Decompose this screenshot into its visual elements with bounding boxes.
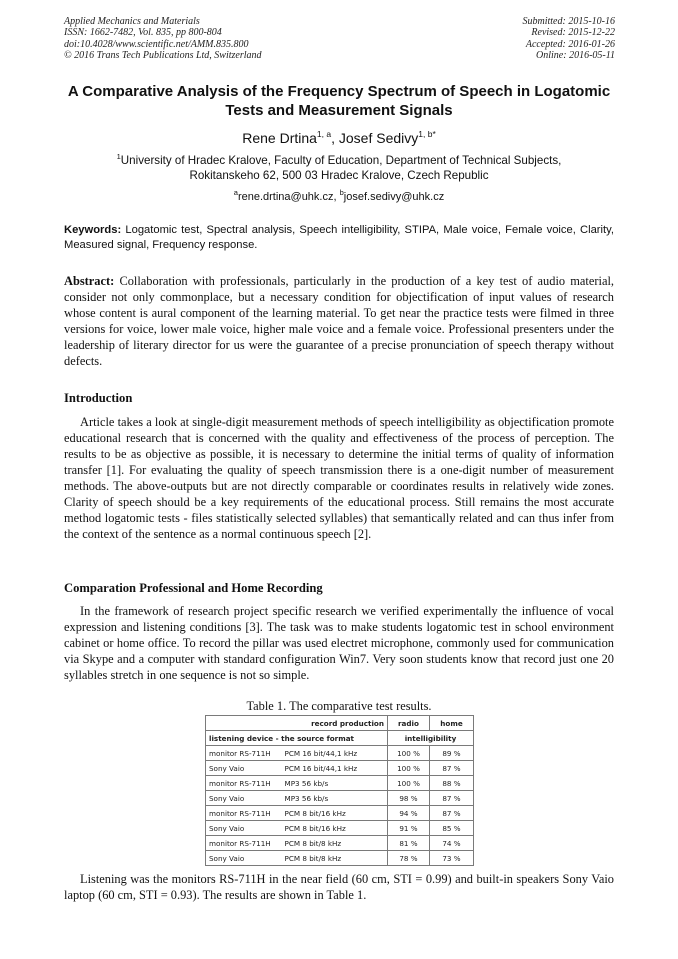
comparation-paragraph: In the framework of research project specific research we verified experimentally the influence of vocal expression and listening conditions [3]. The task was to make students logatomic test in school environment cabinet or home office. To record the pillar was used electret microphone, commonly used for communication via Skype and a computer with standard configuration Win7. Very soon students know that record just one 20 syllables stretch in one sequence is not so simple.	[64, 604, 614, 682]
author-2: Josef Sedivy	[338, 130, 419, 146]
cell-home: 87 %	[430, 791, 474, 806]
cell-radio: 100 %	[388, 761, 430, 776]
journal-name: Applied Mechanics and Materials	[64, 16, 200, 27]
accepted-date: Accepted: 2016-01-26	[525, 38, 615, 50]
author-separator: ,	[331, 130, 339, 146]
cell-format: PCM 8 bit/16 kHz	[282, 806, 388, 821]
email-line	[64, 186, 614, 204]
header-listening-device: listening device - the source format	[206, 731, 388, 746]
cell-format: PCM 8 bit/16 kHz	[282, 821, 388, 836]
author-line	[64, 126, 614, 147]
cell-radio: 100 %	[388, 746, 430, 761]
header-intelligibility: intelligibility	[388, 731, 474, 746]
header-record-production: record production	[282, 716, 388, 731]
revised-date: Revised: 2015-12-22	[531, 27, 615, 39]
header-left	[64, 16, 262, 62]
table-header-row-1	[206, 716, 474, 731]
affiliation-line-2: Rokitanskeho 62, 500 03 Hradec Kralove, Czech Republic	[189, 168, 489, 182]
abstract-text: Collaboration with professionals, particularly in the production of a key test of audio material, consider not only commonplace, but a necessary condition for objectification of input values of research whose content is aural component of the learning material. To get near the practice tests were filmed in three versions for voice, lower male voice, higher male voice and a female voice. Professional presenters under the leadership of literary director for us were the guarantee of a precise pronunciation of speech therapy without defects.	[64, 274, 614, 368]
keywords-label: Keywords:	[64, 224, 122, 236]
table-row	[206, 791, 474, 806]
table-row	[206, 806, 474, 821]
affiliation	[64, 150, 614, 183]
table-row	[206, 746, 474, 761]
cell-home: 85 %	[430, 821, 474, 836]
doi-line: doi:10.4028/www.scientific.net/AMM.835.800	[64, 38, 249, 50]
table-row	[206, 851, 474, 866]
introduction-heading: Introduction	[64, 391, 133, 405]
cell-format: MP3 56 kb/s	[282, 791, 388, 806]
cell-device: Sony Vaio	[206, 821, 282, 836]
table-caption: Table 1. The comparative test results.	[246, 699, 432, 713]
email-1[interactable]: rene.drtina@uhk.cz	[237, 191, 334, 203]
affiliation-sup: 1	[116, 152, 121, 161]
cell-device: monitor RS-711H	[206, 806, 282, 821]
author-1: Rene Drtina	[242, 130, 317, 146]
affiliation-line-1: University of Hradec Kralove, Faculty of Education, Department of Technical Subjects,	[120, 154, 562, 167]
cell-format: PCM 16 bit/44,1 kHz	[282, 746, 388, 761]
cell-radio: 98 %	[388, 791, 430, 806]
email-separator: ,	[333, 191, 340, 203]
abstract-label: Abstract:	[64, 274, 115, 288]
comparation-heading: Comparation Professional and Home Recording	[64, 581, 323, 595]
cell-radio: 100 %	[388, 776, 430, 791]
email-2[interactable]: josef.sedivy@uhk.cz	[343, 191, 445, 203]
cell-home: 87 %	[430, 761, 474, 776]
submitted-date: Submitted: 2015-10-16	[522, 16, 615, 27]
cell-home: 74 %	[430, 836, 474, 851]
copyright-line: © 2016 Trans Tech Publications Ltd, Switzerland	[64, 50, 262, 62]
issn-line: ISSN: 1662-7482, Vol. 835, pp 800-804	[64, 27, 222, 39]
cell-home: 87 %	[430, 806, 474, 821]
cell-radio: 94 %	[388, 806, 430, 821]
keywords-text: Logatomic test, Spectral analysis, Speech intelligibility, STIPA, Male voice, Female voice, Clarity, Measured signal, Frequency response.	[64, 224, 614, 251]
header-right	[523, 16, 616, 62]
results-table	[205, 715, 474, 866]
cell-radio: 81 %	[388, 836, 430, 851]
email-sup-a: a	[233, 188, 238, 197]
table-row	[206, 836, 474, 851]
cell-radio: 78 %	[388, 851, 430, 866]
cell-device: Sony Vaio	[206, 851, 282, 866]
introduction-paragraph: Article takes a look at single-digit measurement methods of speech intelligibility as objectification promote educational research that is concerned with the quality and effectiveness of the process of perception. The results to be as objective as possible, it is necessary to determine the initial terms of quality of information transfer [1]. For evaluating the quality of speech transmission there is a one-digit number of measurement methods. The above-outputs but are not directly comparable or coordinates results in relatively wide zones. Clarity of speech should be a key requirements of the educational process. Still remains the most accurate method logatomic tests - files statistically selected syllables) that semantically related and can thus infer from the context of the sentence as a normal continuous speech [2].	[64, 415, 614, 541]
table-row	[206, 776, 474, 791]
cell-home: 89 %	[430, 746, 474, 761]
cell-device: monitor RS-711H	[206, 836, 282, 851]
after-table-paragraph: Listening was the monitors RS-711H in the near field (60 cm, STI = 0.99) and built-in speakers Sony Vaio laptop (60 cm, STI = 0.93). The results are shown in Table 1.	[64, 872, 614, 902]
cell-device: monitor RS-711H	[206, 746, 282, 761]
email-sup-b: b	[339, 188, 344, 197]
cell-device: Sony Vaio	[206, 761, 282, 776]
cell-format: PCM 16 bit/44,1 kHz	[282, 761, 388, 776]
header-radio: radio	[388, 716, 430, 731]
header-home: home	[430, 716, 474, 731]
cell-device: monitor RS-711H	[206, 776, 282, 791]
table-row	[206, 821, 474, 836]
cell-format: PCM 8 bit/8 kHz	[282, 836, 388, 851]
cell-device: Sony Vaio	[206, 791, 282, 806]
abstract	[64, 273, 614, 369]
table-header-row-2	[206, 731, 474, 746]
author-2-sup: 1, b*	[418, 129, 436, 139]
cell-format: MP3 56 kb/s	[282, 776, 388, 791]
keywords	[64, 223, 614, 252]
cell-radio: 91 %	[388, 821, 430, 836]
paper-title: A Comparative Analysis of the Frequency Spectrum of Speech in Logatomic Tests and Measurement Signals	[67, 83, 611, 119]
author-1-sup: 1, a	[316, 129, 332, 139]
cell-home: 73 %	[430, 851, 474, 866]
cell-format: PCM 8 bit/8 kHz	[282, 851, 388, 866]
cell-home: 88 %	[430, 776, 474, 791]
table-row	[206, 761, 474, 776]
header-blank-cell	[206, 716, 282, 731]
online-date: Online: 2016-05-11	[536, 50, 615, 62]
